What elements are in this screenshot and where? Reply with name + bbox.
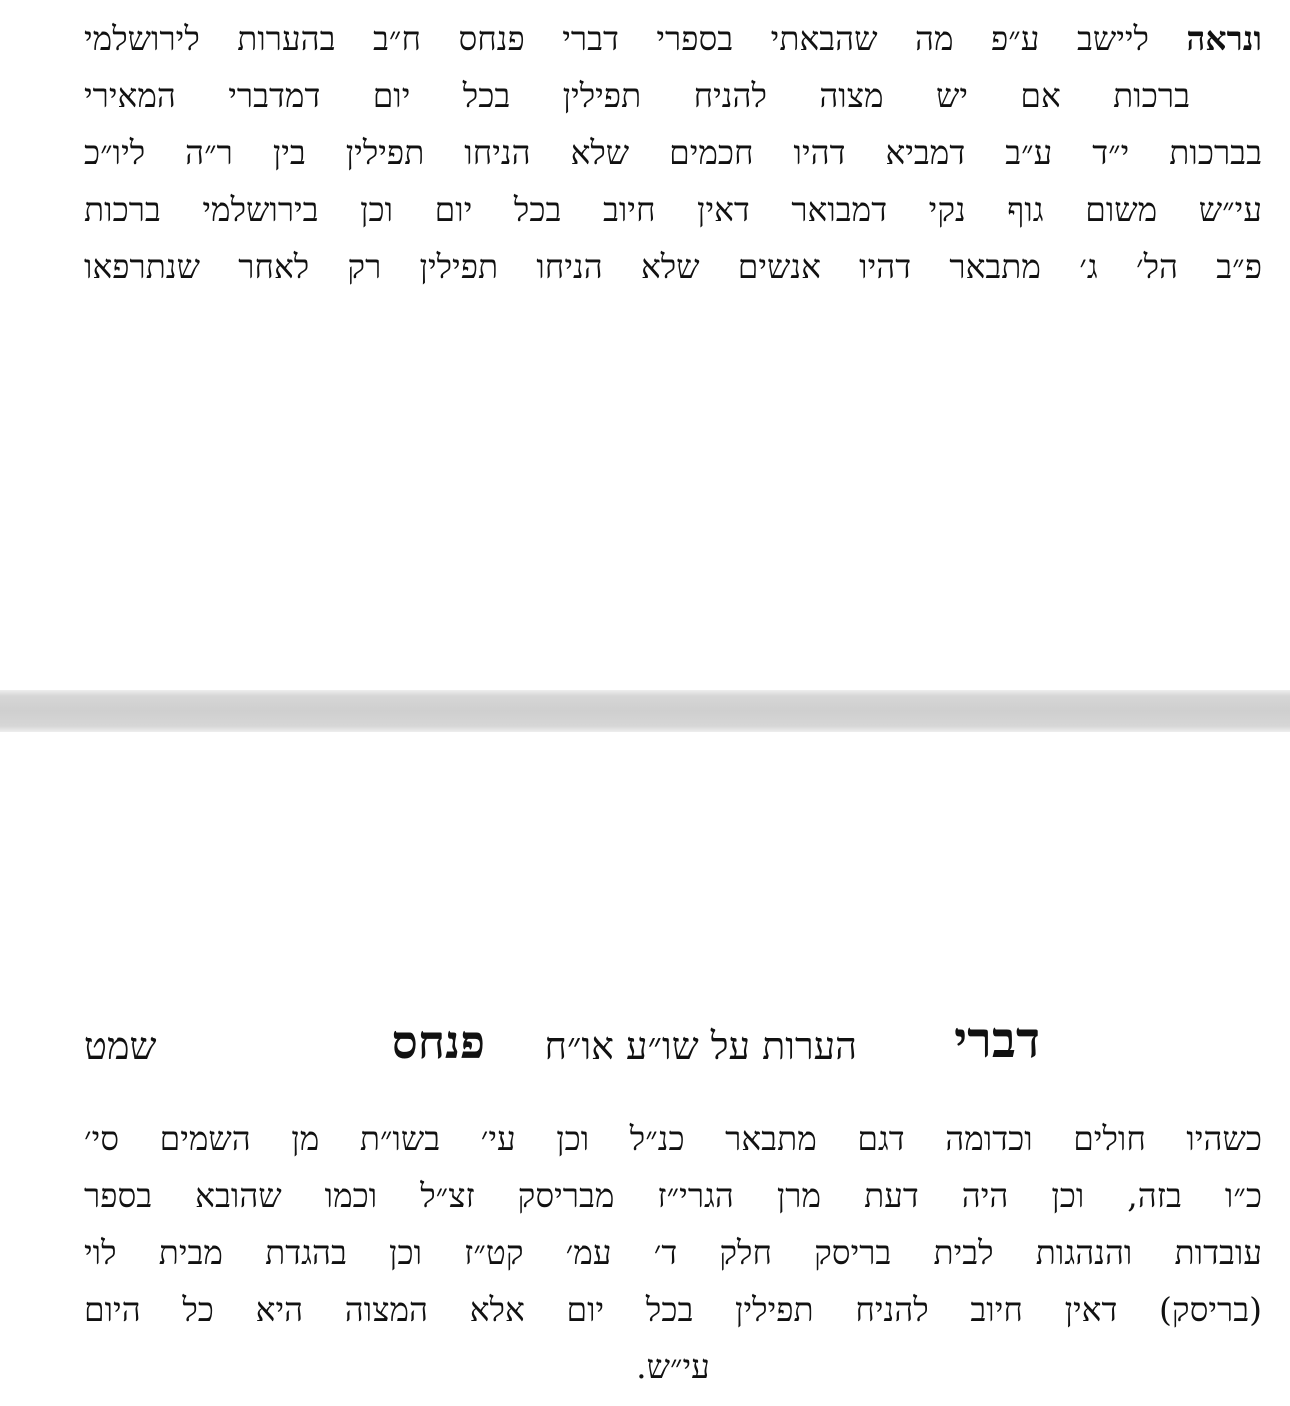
top-page-paragraph: [84, 10, 1262, 295]
paragraph-line: עי״ש.: [636, 1347, 710, 1386]
top-page: [0, 0, 1290, 690]
page-separator: [0, 690, 1290, 732]
paragraph-line: כ״ו בזה, וכן היה דעת מרן הגרי״ז מבריסק זצ״ל וכמו שהובא בספר: [84, 1176, 1262, 1215]
running-head-title-word-2: פנחס: [391, 1015, 485, 1069]
paragraph-line: עובדות והנהגות לבית בריסק חלק ד׳ עמ׳ קט״ז וכן בהגדת מבית לוי: [84, 1233, 1262, 1272]
paragraph-line: בברכות י״ד ע״ב דמביא דהיו חכמים שלא הניחו תפילין בין ר״ה ליו״כ: [84, 133, 1262, 172]
line-text: ליישב ע״פ מה שהבאתי בספרי דברי פנחס ח״ב בהערות לירושלמי: [84, 19, 1149, 58]
paragraph-line: כשהיו חולים וכדומה דגם מתבאר כנ״ל וכן עי׳ בשו״ת מן השמים סי׳: [84, 1119, 1262, 1158]
paragraph-line: פ״ב הל׳ ג׳ מתבאר דהיו אנשים שלא הניחו תפילין רק לאחר שנתרפאו: [84, 247, 1262, 286]
running-head-title-word-1: דברי: [954, 1010, 1040, 1069]
bottom-page-paragraph: [84, 1110, 1262, 1395]
running-head: [84, 1008, 1262, 1078]
paragraph-line: [84, 10, 1262, 67]
paragraph-line: ברכות אם יש מצוה להניח תפילין בכל יום דמדברי המאירי: [84, 76, 1190, 115]
lead-word: ונראה: [1186, 19, 1262, 58]
running-head-subtitle: הערות על שו״ע או״ח: [544, 1024, 857, 1068]
paragraph-line: (בריסק) דאין חיוב להניח תפילין בכל יום אלא המצוה היא כל היום: [84, 1290, 1262, 1329]
paragraph-line: עי״ש משום גוף נקי דמבואר דאין חיוב בכל יום וכן בירושלמי ברכות: [84, 190, 1262, 229]
page-number: שמט: [84, 1024, 157, 1068]
